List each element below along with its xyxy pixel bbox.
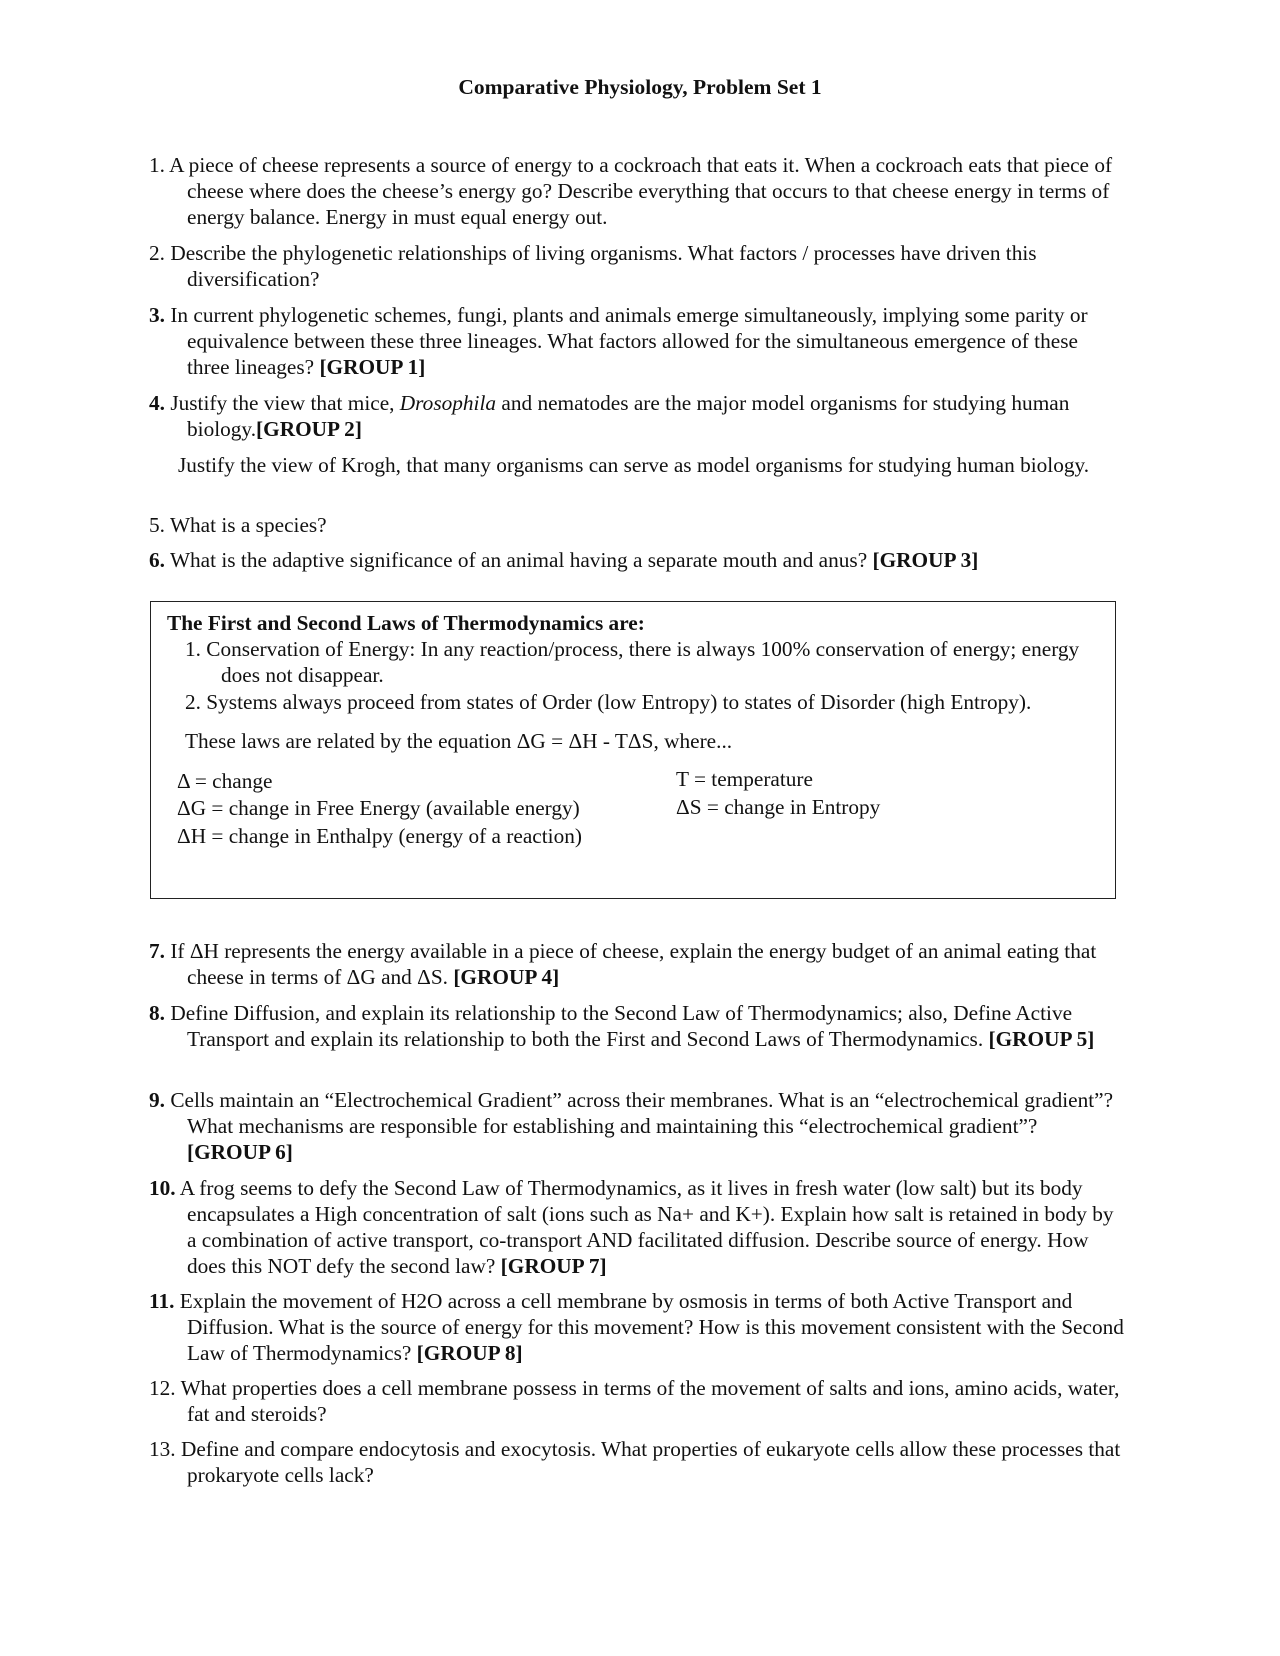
question-number: 11.	[149, 1289, 175, 1313]
question-number: 7.	[149, 939, 165, 963]
question-6	[149, 547, 1124, 573]
question-text: Justify the view of Krogh, that many organisms can serve as model organisms for studying human biology.	[178, 453, 1090, 477]
question-number: 4.	[149, 391, 165, 415]
question-text: Explain the movement of H2O across a cell membrane by osmosis in terms of both Active Transport and Diffusion. What is the source of energy for this movement? How is this movement consistent with the Second Law of Thermodynamics?	[179, 1289, 1124, 1365]
definition-change: Δ = change	[177, 769, 273, 793]
question-text: Cells maintain an “Electrochemical Gradient” across their membranes. What is an “electrochemical gradient”? What mechanisms are responsible for establishing and maintaining this “electrochemical gradient”?	[170, 1088, 1114, 1138]
question-number: 3.	[149, 303, 165, 327]
question-text: A piece of cheese represents a source of energy to a cockroach that eats it. When a cockroach eats that piece of cheese where does the cheese’s energy go? Describe everything that occurs to that cheese energy in terms of energy balance. Energy in must equal energy out.	[169, 153, 1113, 229]
thermodynamics-box	[150, 601, 1116, 899]
question-text: In current phylogenetic schemes, fungi, plants and animals emerge simultaneously, implying some parity or equivalence between these three lineages. What factors allowed for the simultaneous emergence of these three lineages?	[170, 303, 1088, 379]
question-text: Define and compare endocytosis and exocytosis. What properties of eukaryote cells allow these processes that prokaryote cells lack?	[180, 1437, 1121, 1487]
question-12	[149, 1375, 1124, 1427]
question-number: 8.	[149, 1001, 165, 1025]
question-text: A frog seems to defy the Second Law of Thermodynamics, as it lives in fresh water (low salt) but its body encapsulates a High concentration of salt (ions such as Na+ and K+). Explain how salt is retained in body by a combination of active transport, co-transport AND facilitated diffusion. Describe source of energy. How does this NOT defy the second law?	[179, 1176, 1114, 1278]
question-9	[149, 1087, 1124, 1165]
question-10	[149, 1175, 1124, 1279]
box-title: The First and Second Laws of Thermodynamics are:	[167, 611, 645, 635]
definition-delta-s: ΔS = change in Entropy	[676, 795, 881, 819]
question-number: 1.	[149, 153, 165, 177]
group-label: [GROUP 1]	[319, 355, 426, 379]
definition-temperature: T = temperature	[676, 767, 813, 791]
question-number: 5.	[149, 513, 165, 537]
question-3	[149, 302, 1124, 380]
question-number: 12.	[149, 1376, 176, 1400]
question-number: 6.	[149, 548, 165, 572]
question-text-italic: Drosophila	[399, 391, 497, 415]
question-text: Describe the phylogenetic relationships of living organisms. What factors / processes have driven this diversification?	[170, 241, 1037, 291]
question-text: Define Diffusion, and explain its relationship to the Second Law of Thermodynamics; also, Define Active Transport and explain its relationship to both the First and Second Laws of Thermodynamics.	[170, 1001, 1073, 1051]
question-number: 13.	[149, 1437, 176, 1461]
question-text-after: and nematodes are the major model organisms for studying human biology.	[187, 391, 1070, 441]
group-label: [GROUP 8]	[416, 1341, 523, 1365]
question-8	[149, 1000, 1124, 1052]
question-number: 10.	[149, 1176, 176, 1200]
question-number: 9.	[149, 1088, 165, 1112]
question-2	[149, 240, 1124, 292]
group-label: [GROUP 4]	[453, 965, 560, 989]
question-text: What is the adaptive significance of an animal having a separate mouth and anus?	[169, 548, 868, 572]
page-title: Comparative Physiology, Problem Set 1	[458, 75, 822, 99]
question-7	[149, 938, 1124, 990]
question-number: 2.	[149, 241, 165, 265]
question-text-before: Justify the view that mice,	[170, 391, 400, 415]
question-text: What properties does a cell membrane possess in terms of the movement of salts and ions, amino acids, water, fat and steroids?	[180, 1376, 1120, 1426]
group-label: [GROUP 5]	[988, 1027, 1095, 1051]
question-5	[149, 512, 1124, 538]
question-text: What is a species?	[169, 513, 327, 537]
group-label: [GROUP 6]	[187, 1140, 293, 1164]
group-label: [GROUP 2]	[256, 417, 362, 441]
question-11	[149, 1288, 1124, 1366]
law-1: 1. Conservation of Energy: In any reaction/process, there is always 100% conservation of energy; energy does not disappear.	[185, 637, 1080, 687]
question-13	[149, 1436, 1124, 1488]
question-text: If ΔH represents the energy available in a piece of cheese, explain the energy budget of an animal eating that cheese in terms of ΔG and ΔS.	[170, 939, 1097, 989]
group-label: [GROUP 3]	[872, 548, 979, 572]
equation-relation: These laws are related by the equation ΔG = ΔH - TΔS, where...	[185, 729, 733, 753]
law-2: 2. Systems always proceed from states of Order (low Entropy) to states of Disorder (high Entropy).	[185, 690, 1032, 714]
group-label: [GROUP 7]	[500, 1254, 607, 1278]
definition-delta-g: ΔG = change in Free Energy (available energy)	[177, 796, 580, 820]
definition-delta-h: ΔH = change in Enthalpy (energy of a reaction)	[177, 824, 582, 848]
question-1	[149, 152, 1124, 230]
question-4-followup	[178, 452, 1124, 478]
question-4	[149, 390, 1124, 442]
